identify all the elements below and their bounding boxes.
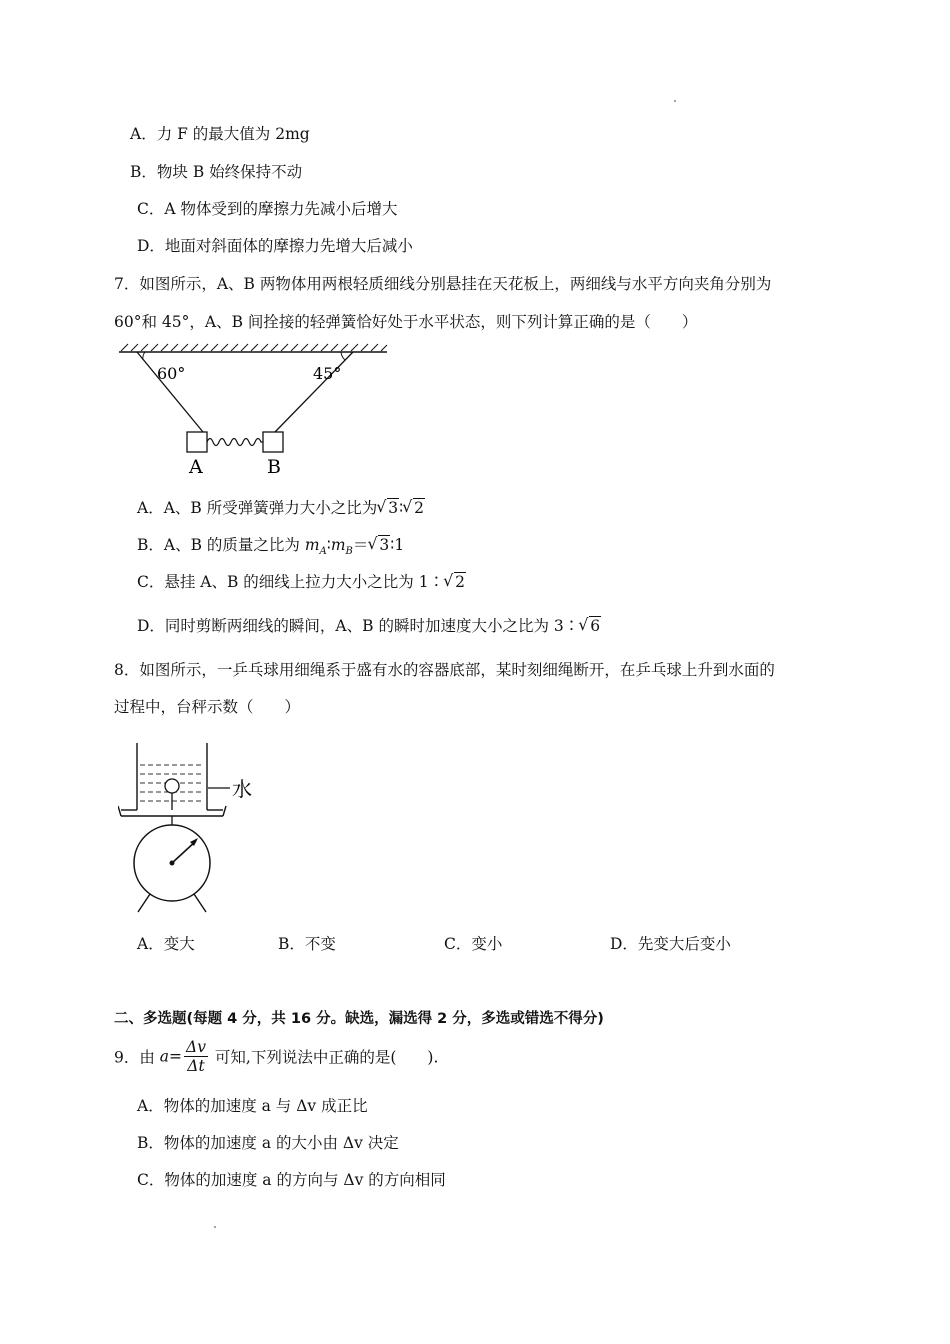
- q6-option-c: C．A 物体受到的摩擦力先减小后增大: [137, 200, 398, 218]
- q6-option-d: D．地面对斜面体的摩擦力先增大后减小: [137, 237, 413, 255]
- delta-v-over-delta-t: $\frac{\Delta v}{\Delta t}$: [186, 1038, 206, 1075]
- label-a: A: [189, 456, 203, 478]
- q8-option-d: D．先变大后变小: [610, 935, 731, 953]
- q8-option-b: B．不变: [278, 935, 336, 953]
- angle-60-label: 60°: [157, 364, 186, 383]
- q7-stem-line2: 60°和 45°，A、B 间拴接的轻弹簧恰好处于水平状态，则下列计算正确的是（ ）: [114, 313, 698, 331]
- water-label: 水: [232, 777, 252, 801]
- q7-stem-line1: 7．如图所示，A、B 两物体用两根轻质细线分别悬挂在天花板上，两细线与水平方向夹角分别为: [114, 275, 772, 293]
- q8-option-c: C．变小: [444, 935, 503, 953]
- block-b: [263, 432, 283, 452]
- q7-option-b: B．A、B 的质量之比为 $m_A∶m_B=√$ 3∶1: [137, 533, 404, 557]
- q7-figure: [115, 342, 395, 480]
- q7-option-d: D．同时剪断两细线的瞬间，A、B 的瞬时加速度大小之比为 3∶√ 6: [137, 614, 601, 636]
- q9-option-c: C．物体的加速度 a 的方向与 Δv 的方向相同: [137, 1171, 446, 1189]
- q7-option-c: C．悬挂 A、B 的细线上拉力大小之比为 1∶√ 2: [137, 570, 466, 592]
- ceiling-hatching: [121, 344, 387, 351]
- block-a: [187, 432, 207, 452]
- label-b: B: [267, 456, 281, 478]
- q6-option-a: A．力 F 的最大值为 2mg: [130, 125, 310, 143]
- ping-pong-ball: [165, 779, 179, 793]
- q9-stem: 9．由 a= $\frac{\Delta v}{\Delta t}$ 可知,下列说法中正确的是( ).: [114, 1038, 439, 1075]
- q8-option-a: A．变大: [137, 935, 195, 953]
- q8-figure: [118, 738, 278, 918]
- section-2-title: 二、多选题(每题 4 分，共 16 分。缺选，漏选得 2 分，多选或错选不得分): [114, 1011, 604, 1027]
- q7-option-a: A．A、B 所受弹簧弹力大小之比为√ 3∶√ 2: [137, 496, 425, 518]
- q9-option-a: A．物体的加速度 a 与 Δv 成正比: [137, 1097, 368, 1115]
- q8-stem-line2: 过程中，台秤示数（ ）: [114, 698, 301, 716]
- q9-option-b: B．物体的加速度 a 的大小由 Δv 决定: [137, 1134, 399, 1152]
- page-mark-top: [674, 100, 676, 102]
- q8-stem-line1: 8．如图所示，一乒乓球用细绳系于盛有水的容器底部，某时刻细绳断开，在乒乓球上升到水面的: [114, 661, 775, 679]
- angle-45-label: 45°: [313, 364, 342, 383]
- page-mark-bottom: [214, 1226, 216, 1228]
- q6-option-b: B．物块 B 始终保持不动: [130, 163, 303, 181]
- spring: [207, 439, 263, 446]
